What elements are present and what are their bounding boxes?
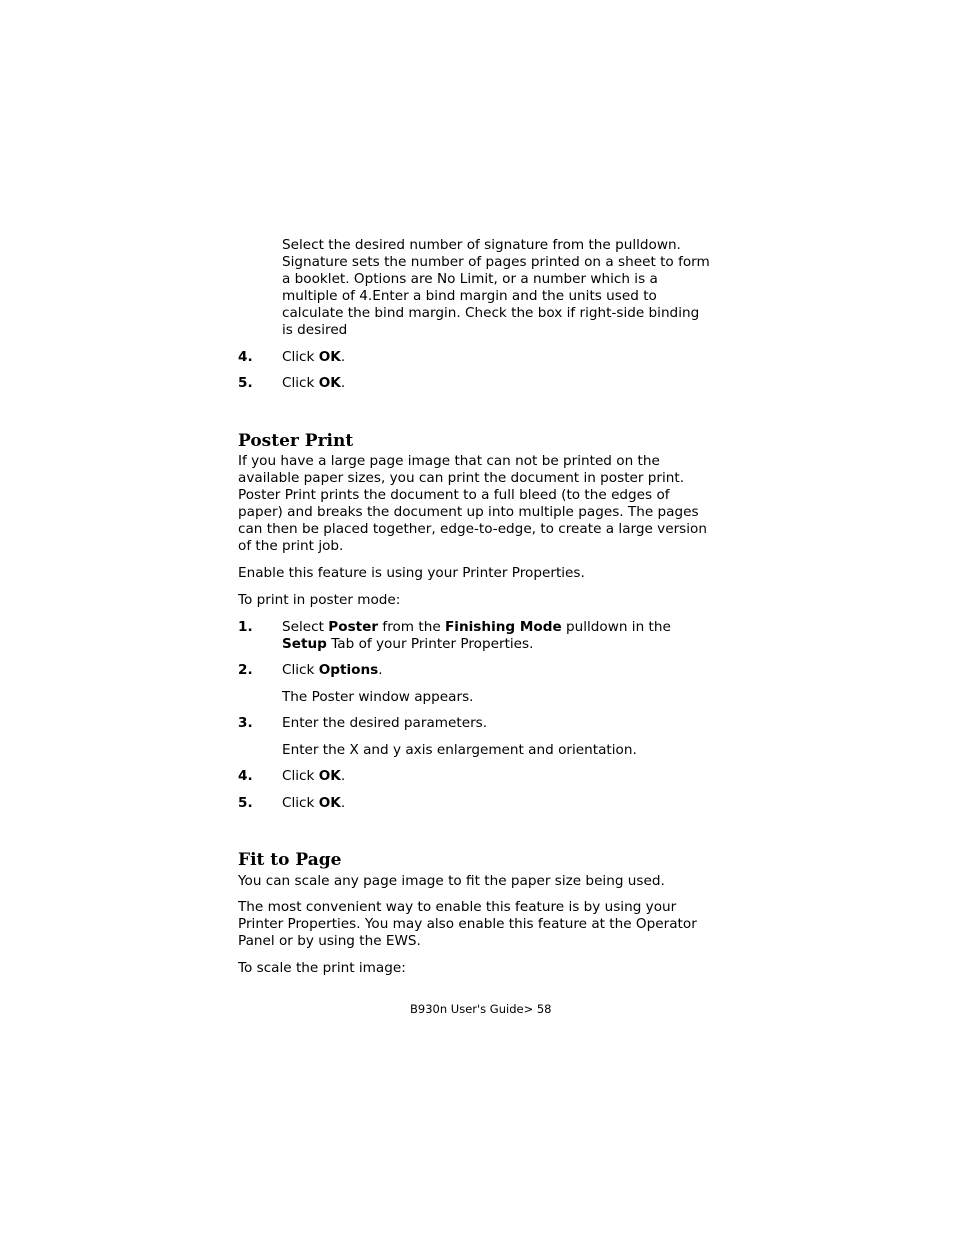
- step-text-bold: OK: [318, 795, 341, 811]
- text-line: Select the desired number of signature from the pulldown.: [282, 237, 681, 253]
- text-line: can then be placed together, edge-to-edge, to create a large version: [238, 521, 707, 538]
- text-line: The most convenient way to enable this feature is by using your: [238, 899, 677, 915]
- step-text-part: from the: [378, 619, 446, 635]
- text-line: [282, 619, 671, 636]
- step-text-bold: OK: [318, 349, 341, 365]
- step-text-bold: Setup: [282, 636, 327, 653]
- step-text-prefix: Click: [282, 768, 319, 784]
- step-text: [282, 349, 345, 366]
- text-line: of the print job.: [238, 538, 344, 555]
- step-number: 2.: [238, 662, 253, 678]
- section-heading-poster-print: Poster Print: [238, 431, 354, 451]
- step-text-part: Select: [282, 619, 329, 635]
- step-number: 5.: [238, 375, 253, 391]
- text-line: available paper sizes, you can print the document in poster print.: [238, 470, 685, 487]
- section-heading-fit-to-page: Fit to Page: [238, 850, 342, 870]
- step-text-suffix: .: [340, 768, 346, 784]
- step-text-part: pulldown in the: [561, 619, 671, 635]
- fit-enable-paragraph: [238, 899, 697, 950]
- step-text-bold: Options: [318, 662, 379, 678]
- step-text: [282, 619, 671, 653]
- step-text-suffix: .: [340, 795, 346, 811]
- text-line: Printer Properties. You may also enable this feature at the Operator: [238, 916, 697, 933]
- step-text: [282, 662, 383, 679]
- text-line: is desired: [282, 322, 348, 339]
- text-line: a booklet. Options are No Limit, or a number which is a: [282, 271, 658, 288]
- step-text-part: Tab of your Printer Properties.: [326, 636, 534, 653]
- step-text-prefix: Click: [282, 349, 319, 365]
- step-text: [282, 768, 345, 785]
- text-line: [282, 636, 671, 653]
- step-text-prefix: Click: [282, 375, 319, 391]
- step-text-suffix: .: [378, 662, 383, 678]
- step-text-bold: Finishing Mode: [445, 619, 562, 635]
- fit-to-scale-paragraph: To scale the print image:: [238, 960, 406, 976]
- page-footer: B930n User's Guide> 58: [410, 1002, 552, 1016]
- step-text-prefix: Click: [282, 795, 319, 811]
- step-text-suffix: .: [340, 349, 346, 365]
- step-text-suffix: .: [340, 375, 346, 391]
- step-number: 3.: [238, 715, 253, 731]
- text-line: paper) and breaks the document up into multiple pages. The pages: [238, 504, 699, 521]
- step-text: Enter the desired parameters.: [282, 715, 488, 731]
- step-number: 1.: [238, 619, 253, 635]
- step-text-bold: OK: [318, 375, 341, 391]
- poster-to-print-paragraph: To print in poster mode:: [238, 592, 401, 608]
- text-line: Poster Print prints the document to a full bleed (to the edges of: [238, 487, 670, 504]
- step-text-prefix: Click: [282, 662, 319, 678]
- step-note: Enter the X and y axis enlargement and orientation.: [282, 742, 637, 758]
- text-line: calculate the bind margin. Check the box if right-side binding: [282, 305, 700, 322]
- text-line: If you have a large page image that can not be printed on the: [238, 453, 660, 469]
- step-number: 4.: [238, 349, 253, 365]
- booklet-signature-paragraph: [282, 237, 710, 340]
- text-line: Panel or by using the EWS.: [238, 933, 421, 950]
- poster-intro-paragraph: [238, 453, 707, 556]
- text-line: Signature sets the number of pages printed on a sheet to form: [282, 254, 710, 271]
- fit-intro-paragraph: You can scale any page image to fit the paper size being used.: [238, 873, 665, 889]
- text-line: multiple of 4.Enter a bind margin and the units used to: [282, 288, 657, 305]
- step-text: [282, 795, 345, 812]
- step-text: [282, 375, 345, 392]
- step-text-bold: OK: [318, 768, 341, 784]
- step-note: The Poster window appears.: [282, 689, 474, 705]
- step-number: 5.: [238, 795, 253, 811]
- step-number: 4.: [238, 768, 253, 784]
- step-text-bold: Poster: [328, 619, 379, 635]
- poster-enable-paragraph: Enable this feature is using your Printer Properties.: [238, 565, 585, 581]
